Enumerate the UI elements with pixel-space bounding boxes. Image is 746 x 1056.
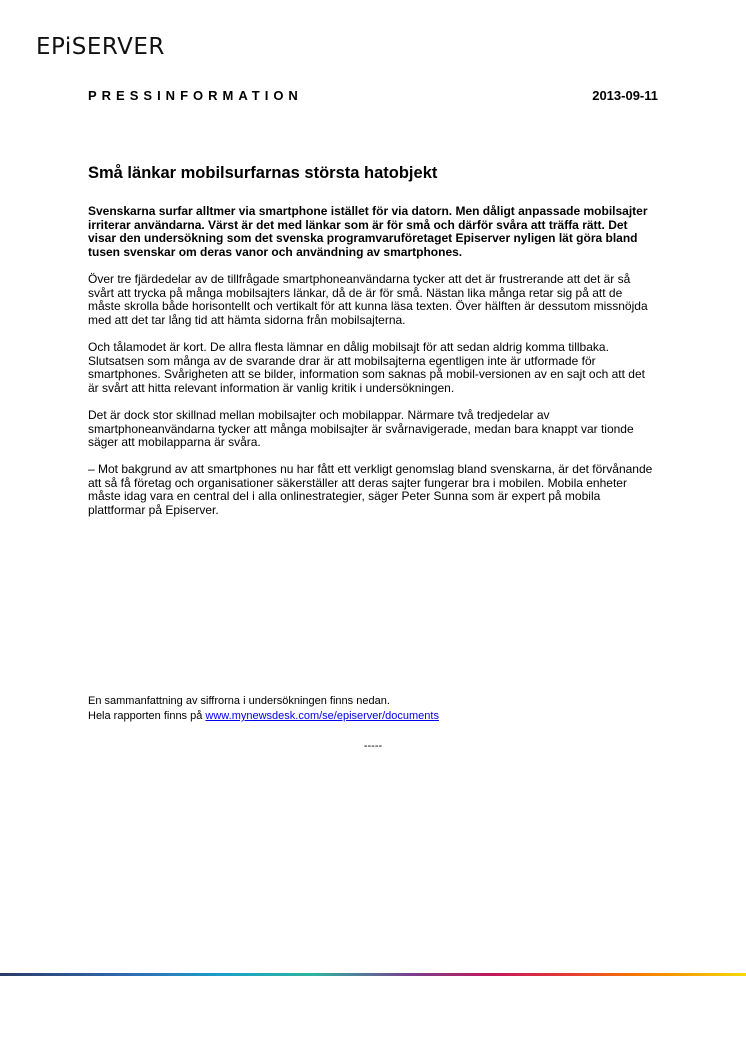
body-paragraph-1: Över tre fjärdedelar av de tillfrågade smartphoneanvändarna tycker att det är frustrerande att det är så svårt att trycka på många mobilsajters länkar, då de är för små. Nästan lika många retar sig på att de måste skrolla både horisontellt och vertikalt för att kunna läsa texten. Över hälften är dessutom missnöjda med att det tar lång tid att hämta sidorna från mobilsajterna. bbox=[88, 271, 648, 327]
report-prefix: Hela rapporten finns på bbox=[88, 710, 206, 722]
press-date: 2013-09-11 bbox=[592, 88, 658, 103]
summary-note: En sammanfattning av siffrorna i undersökningen finns nedan. bbox=[88, 695, 390, 707]
press-label: PRESSINFORMATION bbox=[88, 88, 303, 103]
body-paragraph-3: Det är dock stor skillnad mellan mobilsajter och mobilappar. Närmare två tredjedelar av smartphoneanvändarna tycker att många mobilsajter är svårnavigerade, medan bara knappt var tionde säger att mobilapparna är svåra. bbox=[88, 407, 634, 450]
lead-paragraph: Svenskarna surfar alltmer via smartphone istället för via datorn. Men dåligt anpassade mobilsajter irriterar användarna. Värst är det med länkar som är för små och därför svåra att träffa rätt. Det visar den undersökning som det svenska programvaruföretaget Episerver nyligen lät göra bland tusen svenskar om deras vanor och användning av smartphones. bbox=[88, 204, 648, 259]
report-link[interactable]: www.mynewsdesk.com/se/episerver/documents bbox=[205, 710, 439, 722]
header-row bbox=[88, 88, 658, 103]
separator: ----- bbox=[363, 740, 383, 752]
footer-notes bbox=[88, 694, 658, 724]
body-paragraph-4: – Mot bakgrund av att smartphones nu har fått ett verkligt genomslag bland svenskarna, är det förvånande att så få företag och organisationer säkerställer att deras sajter fungerar bra i mobilen. Mobila enheter måste idag vara en central del i alla onlinestrategier, säger Peter Sunna som är expert på mobila plattformar på Episerver. bbox=[88, 462, 653, 518]
article-body bbox=[88, 205, 658, 531]
episerver-logo: EPiSERVER bbox=[36, 34, 165, 60]
report-note bbox=[88, 709, 658, 724]
headline: Små länkar mobilsurfarnas största hatobjekt bbox=[88, 164, 438, 182]
rainbow-divider bbox=[0, 973, 746, 976]
body-paragraph-2: Och tålamodet är kort. De allra flesta lämnar en dålig mobilsajt för att sedan aldrig komma tillbaka. Slutsatsen som många av de svarande drar är att mobilsajterna egentligen inte är utformade för smartphones. Svårigheten att se bilder, information som saknas på mobil-versionen av en sajt och att det är svårt att hitta relevant information är vanlig kritik i undersökningen. bbox=[88, 339, 645, 395]
